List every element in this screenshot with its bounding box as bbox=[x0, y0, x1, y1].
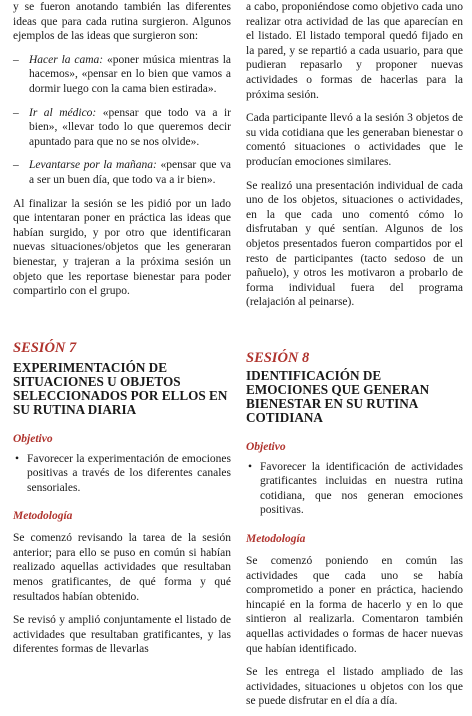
bullet-dot: • bbox=[15, 452, 20, 465]
bullet-dot: • bbox=[248, 460, 253, 473]
metodologia-paragraph-2: Se revisó y amplió conjuntamente el listado de actividades que resultaban gratificantes, y las diferentes formas de llevarlas bbox=[13, 614, 231, 656]
session-title: IDENTIFICACIÓN DE EMOCIONES QUE GENERAN BIENESTAR EN SU RUTINA COTIDIANA bbox=[246, 367, 430, 426]
right-column bbox=[246, 0, 463, 709]
list-item bbox=[13, 53, 231, 97]
objetivo-item bbox=[246, 460, 463, 518]
list-item bbox=[13, 106, 231, 150]
dash-marker: – bbox=[13, 159, 19, 172]
metodologia-paragraph-1: Se comenzó revisando la tarea de la sesión anterior; para ello se puso en común si habían realizado aquellas actividades que resultaban menos gratificantes, de qué forma y qué resultados habían obtenido. bbox=[13, 532, 231, 603]
example-text: «poner música mientras la hacemos», «pensar en lo bien que vamos a dormir luego con la cama bien estirada». bbox=[29, 53, 231, 95]
paragraph-objects: Cada participante llevó a la sesión 3 objetos de su vida cotidiana que les generaban bienestar o comentó situaciones o actividades que le producían emociones similares. bbox=[246, 112, 463, 168]
objetivo-text: Favorecer la experimentación de emociones positivas a través de los diferentes canales sensoriales. bbox=[27, 452, 231, 494]
example-label: Ir al médico: bbox=[29, 106, 97, 119]
objetivo-item bbox=[13, 452, 231, 496]
example-text: «pensar que todo va a ir bien», «llevar todo lo que queremos decir apuntado para que no se nos olvide». bbox=[29, 106, 231, 148]
example-text: «pensar que va a ser un buen día, que todo va a ir bien». bbox=[29, 159, 231, 186]
dash-marker: – bbox=[13, 106, 19, 119]
closing-paragraph: Al finalizar la sesión se les pidió por un lado que intentaran poner en práctica las ideas que habían surgido, y por otro que identificaran nuevas situaciones/objetos que les generaran bienestar, y trajeran a la próxima sesión un objeto que les reportase bienestar para poder compartirlo con el grupo. bbox=[13, 197, 231, 298]
metodologia-heading: Metodología bbox=[246, 533, 306, 546]
session-7-heading bbox=[13, 340, 231, 418]
example-label: Levantarse por la mañana: bbox=[29, 159, 157, 172]
dash-marker: – bbox=[13, 53, 19, 66]
metodologia-paragraph-1: Se comenzó poniendo en común las actividades que cada uno se había comprometido a poner en práctica, haciendo hincapié en la forma de hacerlo y en lo que sintieron al realizarla. Comentaron también aquellas actividades o formas de hacer nuevas que habían identificado. bbox=[246, 555, 463, 655]
session-label: SESIÓN 8 bbox=[246, 349, 310, 366]
examples-list bbox=[13, 53, 231, 188]
session-8-heading bbox=[246, 350, 463, 426]
objetivo-text: Favorecer la identificación de actividades gratificantes incluidas en nuestra rutina cotidiana, que nos generan emociones positivas. bbox=[260, 460, 463, 517]
metodologia-heading: Metodología bbox=[13, 510, 73, 523]
list-item bbox=[13, 158, 231, 187]
session-title: EXPERIMENTACIÓN DE SITUACIONES U OBJETOS SELECCIONADOS POR ELLOS EN SU RUTINA DIARIA bbox=[13, 359, 228, 418]
example-label: Hacer la cama: bbox=[29, 53, 104, 66]
metodologia-paragraph-2: Se les entrega el listado ampliado de las actividades, situaciones u objetos con los que se puede disfrutar en el día a día. bbox=[246, 666, 463, 708]
objetivo-heading: Objetivo bbox=[246, 440, 286, 453]
intro-paragraph: y se fueron anotando también las diferentes ideas que para cada rutina surgieron. Algunos ejemplos de las ideas que surgieron son: bbox=[13, 1, 231, 43]
paragraph-continuation: a cabo, proponiéndose como objetivo cada uno realizar otra actividad de las que aparecían en el listado. El listado temporal quedó fijado en la pared, y se repartió a cada usuario, para que pudieran repasarlo y proponer nuevas actividades o formas de hacerlas para la próxima sesión. bbox=[246, 1, 463, 101]
session-label: SESIÓN 7 bbox=[13, 339, 77, 356]
left-column bbox=[13, 0, 231, 657]
objetivo-heading: Objetivo bbox=[13, 432, 53, 445]
paragraph-presentation: Se realizó una presentación individual de cada uno de los objetos, situaciones o actividades, en la que cada uno comentó cómo lo disfrutaban y qué sentían. Algunos de los objetos presentados fueron compartidos por el resto de participantes (tacto sedoso de un pañuelo), y otros les motivaron a probarlo de forma individual fuera del programa (relajación al peinarse). bbox=[246, 179, 463, 309]
